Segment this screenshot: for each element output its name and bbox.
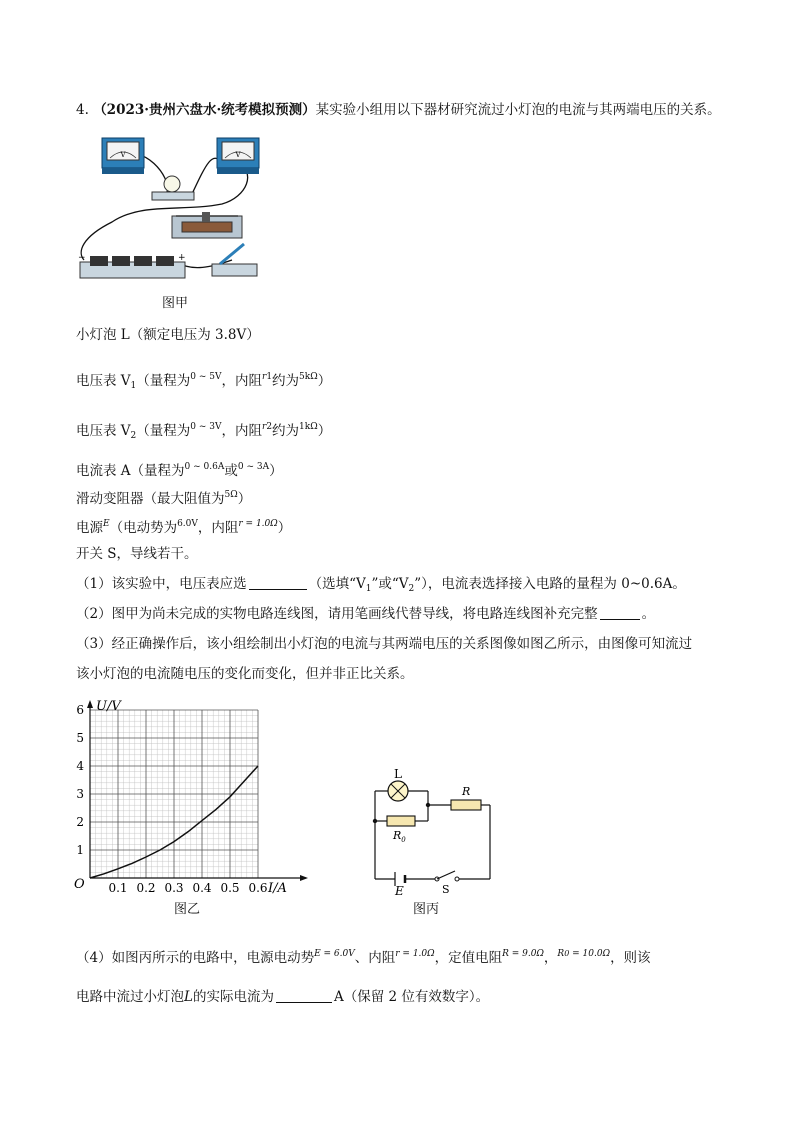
- figure-bing-caption: 图丙: [413, 902, 440, 917]
- material-rheostat: [76, 485, 251, 509]
- meter-symbol: V: [120, 151, 126, 159]
- y-axis-label: U/V: [96, 699, 121, 714]
- question-4-line-2: [76, 987, 489, 1007]
- y-tick-label: 1: [76, 843, 84, 857]
- s-label: S: [442, 883, 450, 896]
- figure-bing-circuit: [365, 765, 500, 898]
- text: 电路中流过小灯泡: [76, 989, 184, 1005]
- text: 电压表 V: [76, 373, 131, 389]
- text: ）: [317, 423, 332, 439]
- y-tick-label: 2: [76, 815, 84, 829]
- text: ，定值电阻: [434, 950, 503, 966]
- junction-dot: [426, 803, 430, 807]
- question-source: （2023·贵州六盘水·统考模拟预测）: [93, 102, 316, 118]
- question-3-line-1: （3）经正确操作后，该小组绘制出小灯泡的电流与其两端电压的关系图像如图乙所示，由图像可知流过: [76, 636, 693, 652]
- text: ）: [317, 373, 332, 389]
- lamp-symbol-text: L: [184, 989, 193, 1005]
- tick-labels: [76, 703, 267, 895]
- material-lamp: 小灯泡 L（额定电压为 3.8V）: [76, 327, 260, 343]
- knife-switch: [212, 244, 257, 276]
- q4-r-value: R = 9.0Ω: [502, 949, 544, 959]
- figure-jia-apparatus: [72, 132, 268, 300]
- lamp-holder: [152, 176, 194, 200]
- question-4-line-1: [76, 944, 651, 968]
- text: A（保留 2 位有效数字）。: [333, 989, 490, 1005]
- text: ）: [269, 463, 283, 479]
- y-tick-label: 3: [76, 787, 84, 801]
- rheostat: [172, 212, 242, 238]
- x-tick-label: 0.3: [164, 881, 184, 895]
- battery-minus-label: −: [78, 253, 86, 263]
- switch-blade: [437, 871, 455, 879]
- subscript: 1: [130, 381, 137, 391]
- text: ，内阻: [221, 423, 262, 439]
- text: 、内阻: [354, 950, 396, 966]
- ammeter-range-2: 0 ~ 3A: [237, 462, 270, 472]
- text: 滑动变阻器（最大阻值为: [76, 491, 225, 507]
- text: ”或“V: [371, 576, 409, 592]
- text: （选填“V: [308, 576, 366, 592]
- voltmeter-left: [102, 138, 144, 174]
- text: 或: [224, 463, 238, 479]
- text: ”），电流表选择接入电路的量程为 0~0.6A。: [414, 576, 686, 592]
- subscript: 1: [266, 372, 273, 382]
- switch-contact: [455, 877, 459, 881]
- x-tick-label: 0.6: [248, 881, 268, 895]
- emf-symbol: E: [103, 519, 110, 529]
- meter-symbol: V: [235, 151, 241, 159]
- text: ，则该: [610, 950, 651, 966]
- text: （量程为: [136, 373, 191, 389]
- text: 电源: [76, 520, 103, 536]
- lamp-label: L: [394, 767, 402, 781]
- v2-r-symbol: r: [262, 422, 267, 432]
- y-tick-label: 4: [76, 759, 84, 773]
- r0-label: $R_0$: [393, 829, 406, 844]
- material-v1: [76, 367, 331, 396]
- material-switch: 开关 S，导线若干。: [76, 546, 198, 562]
- axes: [87, 700, 308, 881]
- question-1: [76, 574, 686, 599]
- text: ）: [237, 491, 252, 507]
- text: 电压表 V: [76, 423, 131, 439]
- answer-blank-4[interactable]: [276, 988, 332, 1003]
- x-axis-label: I/A: [268, 881, 287, 896]
- question-2: [76, 604, 655, 624]
- v2-range: 0 ~ 3V: [190, 422, 222, 432]
- subscript: 2: [266, 422, 273, 432]
- text: 。: [641, 606, 656, 622]
- lamp-symbol: [388, 781, 408, 801]
- text: （量程为: [136, 423, 191, 439]
- text: ）: [277, 520, 292, 536]
- question-number: 4.: [76, 102, 89, 118]
- v1-range: 0 ~ 5V: [190, 372, 222, 382]
- x-axis-arrow: [300, 875, 308, 881]
- figure-jia-caption: 图甲: [162, 296, 189, 311]
- text: 的实际电流为: [192, 989, 274, 1005]
- material-ammeter: [76, 457, 283, 481]
- origin-label: O: [74, 877, 85, 892]
- v2-resistance: 1kΩ: [299, 422, 318, 432]
- internal-resistance: r = 1.0Ω: [238, 519, 278, 529]
- ammeter-range-1: 0 ~ 0.6A: [184, 462, 225, 472]
- x-tick-label: 0.4: [192, 881, 212, 895]
- text: （电动势为: [109, 520, 178, 536]
- question-3-line-2: 该小灯泡的电流随电压的变化而变化，但并非正比关系。: [76, 666, 414, 682]
- y-tick-label: 5: [76, 731, 84, 745]
- resistor-r: [451, 800, 481, 810]
- resistor-r0: [387, 816, 415, 826]
- answer-blank-1[interactable]: [249, 575, 307, 590]
- x-tick-label: 0.1: [108, 881, 128, 895]
- material-v2: [76, 417, 331, 446]
- emf-value: 6.0V: [177, 519, 198, 529]
- question-intro: 某实验小组用以下器材研究流过小灯泡的电流与其两端电压的关系。: [315, 102, 721, 118]
- material-source: [76, 514, 291, 538]
- q4-r0-value: R0 = 10.0Ω: [557, 949, 611, 959]
- text: （4）如图丙所示的电路中，电源电动势: [76, 950, 315, 966]
- q4-emf: E = 6.0V: [314, 949, 355, 959]
- text: ，: [543, 950, 558, 966]
- voltmeter-right: [217, 138, 259, 174]
- answer-blank-2[interactable]: [600, 605, 640, 620]
- subscript: 2: [408, 584, 415, 594]
- r-label: R: [462, 785, 471, 798]
- figure-yi-chart: [68, 696, 318, 896]
- junction-dot: [373, 819, 377, 823]
- figure-yi-caption: 图乙: [174, 902, 201, 917]
- v1-resistance: 5kΩ: [299, 372, 318, 382]
- question-header: [76, 100, 721, 120]
- text: 电流表 A（量程为: [76, 463, 185, 479]
- battery-plus-label: +: [178, 253, 186, 263]
- y-tick-label: 6: [76, 703, 84, 717]
- text: （2）图甲为尚未完成的实物电路连线图，请用笔画线代替导线，将电路连线图补充完整: [76, 606, 598, 622]
- v1-r-symbol: r: [262, 372, 267, 382]
- subscript: 1: [365, 584, 372, 594]
- text: 约为: [272, 423, 300, 439]
- subscript: 2: [130, 431, 137, 441]
- battery-pack: [78, 253, 186, 278]
- q4-internal-r: r = 1.0Ω: [395, 949, 435, 959]
- x-tick-label: 0.5: [220, 881, 240, 895]
- x-tick-label: 0.2: [136, 881, 156, 895]
- text: ，内阻: [221, 373, 262, 389]
- rheostat-value: 5Ω: [224, 490, 238, 500]
- e-label: E: [395, 884, 404, 898]
- text: ，内阻: [197, 520, 239, 536]
- text: 约为: [272, 373, 300, 389]
- text: （1）该实验中，电压表应选: [76, 576, 247, 592]
- y-axis-arrow: [87, 700, 93, 708]
